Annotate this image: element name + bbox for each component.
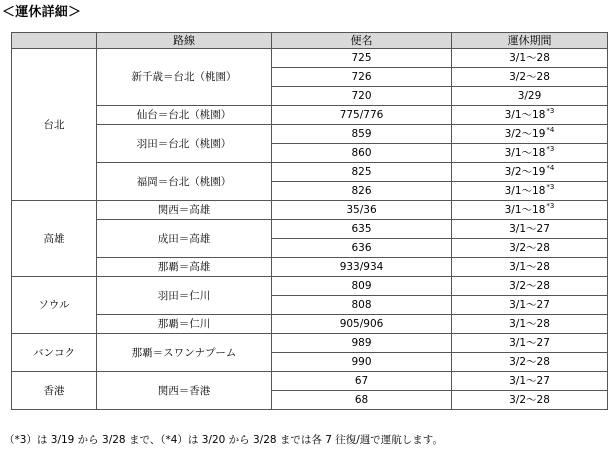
period-cell: [452, 258, 608, 277]
period-cell: [452, 163, 608, 182]
region-cell: 高雄: [12, 201, 97, 277]
period-cell: [452, 201, 608, 220]
flight-cell: 825: [272, 163, 452, 182]
route-cell: 那覇＝高雄: [97, 258, 272, 277]
period-text: 3/1～27: [509, 223, 550, 235]
period-cell: [452, 220, 608, 239]
period-text: 3/1～28: [509, 52, 550, 64]
table-row: [12, 277, 608, 296]
period-cell: [452, 334, 608, 353]
route-cell: 羽田＝仁川: [97, 277, 272, 315]
period-text: 3/2～28: [509, 71, 550, 83]
route-cell: 関西＝香港: [97, 372, 272, 410]
flight-cell: 726: [272, 68, 452, 87]
period-cell: [452, 49, 608, 68]
flight-cell: 990: [272, 353, 452, 372]
table-row: [12, 372, 608, 391]
flight-cell: 725: [272, 49, 452, 68]
footnote: （*3）は 3/19 から 3/28 まで、（*4）は 3/20 から 3/28 までは各 7 往復/週で運航します。: [4, 434, 443, 446]
flight-cell: 860: [272, 144, 452, 163]
table-row: [12, 106, 608, 125]
period-cell: [452, 315, 608, 334]
flight-cell: 826: [272, 182, 452, 201]
footnote-marker: *3: [546, 183, 555, 191]
header-region: [12, 33, 97, 49]
route-cell: 関西＝高雄: [97, 201, 272, 220]
header-flight: 便名: [272, 33, 452, 49]
header-route: 路線: [97, 33, 272, 49]
period-cell: [452, 353, 608, 372]
period-cell: [452, 277, 608, 296]
period-text: 3/1～18: [504, 204, 546, 216]
period-text: 3/2～28: [509, 356, 550, 368]
table-row: [12, 163, 608, 182]
route-cell: 那覇＝仁川: [97, 315, 272, 334]
period-cell: [452, 87, 608, 106]
period-cell: [452, 144, 608, 163]
period-text: 3/1～28: [509, 318, 550, 330]
period-text: 3/2～28: [509, 242, 550, 254]
flight-cell: 859: [272, 125, 452, 144]
route-cell: 那覇＝スワンナプーム: [97, 334, 272, 372]
period-cell: [452, 182, 608, 201]
period-text: 3/1～27: [509, 375, 550, 387]
period-text: 3/1～18: [504, 147, 546, 159]
table-row: [12, 49, 608, 68]
flight-cell: 636: [272, 239, 452, 258]
route-cell: 成田＝高雄: [97, 220, 272, 258]
route-cell: 福岡＝台北（桃園）: [97, 163, 272, 201]
period-text: 3/1～27: [509, 337, 550, 349]
table-row: [12, 201, 608, 220]
period-cell: [452, 106, 608, 125]
route-cell: 仙台＝台北（桃園）: [97, 106, 272, 125]
flight-cell: 809: [272, 277, 452, 296]
footnote-marker: *4: [546, 164, 555, 172]
period-text: 3/1～28: [509, 261, 550, 273]
period-text: 3/1～18: [504, 185, 546, 197]
header-period: 運休期間: [452, 33, 608, 49]
period-text: 3/2～19: [504, 166, 546, 178]
region-cell: バンコク: [12, 334, 97, 372]
footnote-marker: *3: [546, 202, 555, 210]
footnote-marker: *3: [546, 145, 555, 153]
period-cell: [452, 296, 608, 315]
flight-cell: 720: [272, 87, 452, 106]
table-row: [12, 334, 608, 353]
flight-cell: 808: [272, 296, 452, 315]
period-text: 3/2～28: [509, 280, 550, 292]
period-text: 3/2～19: [504, 128, 546, 140]
table-row: [12, 315, 608, 334]
period-text: 3/1～27: [509, 299, 550, 311]
table-row: [12, 220, 608, 239]
period-cell: [452, 391, 608, 410]
table-row: [12, 258, 608, 277]
period-cell: [452, 239, 608, 258]
period-cell: [452, 372, 608, 391]
route-cell: 羽田＝台北（桃園）: [97, 125, 272, 163]
table-body: [12, 49, 608, 410]
flight-cell: 775/776: [272, 106, 452, 125]
period-text: 3/29: [517, 90, 542, 102]
period-cell: [452, 125, 608, 144]
flight-cell: 35/36: [272, 201, 452, 220]
flight-cell: 635: [272, 220, 452, 239]
section-heading: ＜運休詳細＞: [2, 5, 82, 20]
flight-cell: 67: [272, 372, 452, 391]
region-cell: ソウル: [12, 277, 97, 334]
period-text: 3/2～28: [509, 394, 550, 406]
suspension-table: [11, 32, 608, 410]
flight-cell: 933/934: [272, 258, 452, 277]
footnote-marker: *4: [546, 126, 555, 134]
period-cell: [452, 68, 608, 87]
route-cell: 新千歳＝台北（桃園）: [97, 49, 272, 106]
table-header-row: [12, 33, 608, 49]
footnote-marker: *3: [546, 107, 555, 115]
region-cell: 台北: [12, 49, 97, 201]
flight-cell: 989: [272, 334, 452, 353]
region-cell: 香港: [12, 372, 97, 410]
period-text: 3/1～18: [504, 109, 546, 121]
table-row: [12, 125, 608, 144]
flight-cell: 905/906: [272, 315, 452, 334]
flight-cell: 68: [272, 391, 452, 410]
